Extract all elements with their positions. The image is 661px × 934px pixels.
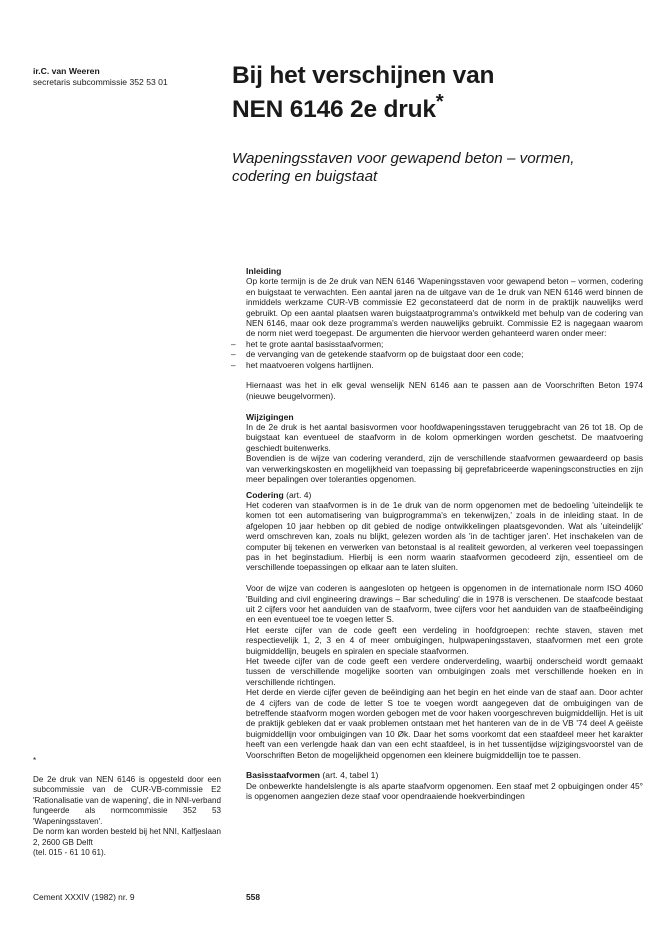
paragraph: Bovendien is de wijze van codering veranderd, zijn de verschillende staafvormen gewaardeerd op basis van verwerkingskosten en mogelijkheid van toepassing bij geprefabriceerde wapeningsconstructies en zijn meer bepalingen over toleranties opgenomen. [246, 453, 643, 485]
footnote [33, 756, 221, 859]
article-title [232, 62, 642, 123]
paragraph: Het tweede cijfer van de code geeft een verdere onderverdeling, waarbij onderscheid wordt gemaakt tussen de verschillende mogelijke soorten van ombuigingen zoals met verschillende hoeken en in verschillende richtingen. [246, 655, 643, 687]
footnote-mark: * [33, 756, 37, 765]
list-item: – het te grote aantal basisstaafvormen; [246, 339, 643, 349]
subtitle-line-2: codering en buigstaat [232, 168, 378, 185]
argument-list [246, 339, 643, 370]
title-line-2 [232, 89, 642, 123]
heading-basis-ref: (art. 4, tabel 1) [320, 770, 379, 781]
list-item: – het maatvoeren volgens hartlijnen. [246, 360, 643, 370]
footnote-text-2: De norm kan worden besteld bij het NNI, Kalfjeslaan 2, 2600 GB Delft [33, 827, 221, 847]
author-role: secretaris subcommissie 352 53 01 [33, 77, 168, 87]
paragraph: Voor de wijze van coderen is aangesloten op hetgeen is opgenomen in de internationale norm ISO 4060 'Building and civil engineering drawings – Bar scheduling' die in 1978 is verschenen. De staafcode bestaat uit 2 cijfers voor het aanduiden van de staafvorm, twee cijfers voor het aanduiden van de staafbeëindiging en een eventueel toe te voegen letter S. [246, 583, 643, 625]
page-number: 558 [246, 892, 260, 902]
paragraph: In de 2e druk is het aantal basisvormen voor hoofdwapeningsstaven teruggebracht van 26 tot 18. Op de buigstaat kan eventueel de staafvorm in de kolom opmerkingen worden geschetst. De maatvoering geschiedt buitenwerks. [246, 422, 643, 453]
heading-codering-title: Codering [246, 489, 284, 500]
footnote-star: * [435, 91, 444, 113]
paragraph: Op korte termijn is de 2e druk van NEN 6146 'Wapeningsstaven voor gewapend beton – vormen, codering en buigstaat te verwachten. Een aantal jaren na de uitgave van de 1e druk van NEN 6146 werd binnen de inmiddels werkzame CUR-VB commissie E2 geconstateerd dat de norm in de praktijk nauwelijks werd gebruikt. Op een aantal plaatsen waren buigstaatprogramma's ontwikkeld met behulp van de codering van NEN 6146, maar ook deze programma's werden nauwelijks gebruikt. Commissie E2 is nagegaan waarom de norm niet werd toegepast. De argumenten die hiervoor werden gehanteerd waren onder meer: [246, 276, 643, 339]
paragraph: Hiernaast was het in elk geval wenselijk NEN 6146 aan te passen aan de Voorschriften Beton 1974 (nieuwe beugelvormen). [246, 380, 643, 401]
heading-codering-ref: (art. 4) [283, 489, 312, 500]
paragraph: Het derde en vierde cijfer geven de beëindiging aan het begin en het einde van de staaf aan. Door achter de 4 cijfers van de code de letter S toe te voegen wordt aangegeven dat de ombuigingen van de betreffende staafvorm mogen worden gebogen met de voor haken voorgeschreven buigmiddellijn. Het is uit de praktijk gebleken dat er vaak problemen ontstaan met het hanteren van de in de VB '74 deel A geëiste buigmiddellijn voor ombuigingen van 10 Øk. Daar het soms voorkomt dat een staafdeel meer het karakter heeft van een verlengde haak dan van een echt staafdeel, is in het tussentijdse wijzigingsvoorstel van de Voorschriften Beton de mogelijkheid opgenomen een kleinere buigmiddellijn toe te passen. [246, 687, 643, 760]
heading-codering [246, 490, 643, 500]
section-wijzigingen [246, 412, 643, 485]
section-inleiding [246, 266, 643, 401]
journal-reference: Cement XXXIV (1982) nr. 9 [33, 892, 135, 902]
footnote-text-3: (tel. 015 - 61 10 61). [33, 848, 106, 857]
article-body [246, 266, 643, 802]
heading-basis-title: Basisstaafvormen [246, 770, 321, 781]
section-codering [246, 490, 643, 761]
list-item: – de vervanging van de getekende staafvorm op de buigstaat door een code; [246, 349, 643, 359]
article-subtitle [232, 150, 642, 186]
heading-basisstaafvormen [246, 770, 643, 780]
section-basisstaafvormen [246, 770, 643, 801]
heading-wijzigingen: Wijzigingen [246, 411, 294, 422]
heading-inleiding: Inleiding [246, 266, 282, 276]
author-block [33, 66, 168, 88]
subtitle-line-1: Wapeningsstaven voor gewapend beton – vormen, [232, 150, 575, 167]
author-name: ir.C. van Weeren [33, 66, 100, 76]
title-line-2-text: NEN 6146 2e druk [232, 96, 436, 124]
paragraph: Het eerste cijfer van de code geeft een verdeling in hoofdgroepen: rechte staven, staven met respectievelijk 1, 2, 3 en 4 of meer ombuigingen, hulpwapeningsstaven, staafvormen met een grote buigmiddellijn, beugels en spiralen en speciale staafvormen. [246, 624, 643, 656]
paragraph: Het coderen van staafvormen is in de 1e druk van de norm opgenomen met de bedoeling 'uiteindelijk te komen tot een automatisering van buigprogramma's en tekenwijzen,' zoals in de inleiding staat. In de afgelopen 10 jaar hebben op dit gebied de nodige ontwikkelingen plaatsgevonden. Wat als 'uiteindelijk' werd omschreven kan, zoals nu blijkt, gelezen worden als 'in de tachtiger jaren'. Het inschakelen van de computer bij tekenen en verwerken van betonstaal is al realiteit geworden, al verkeren veel toepassingen pas in het beginstadium. Hierbij is een norm waarin staafvormen gecodeerd zijn, essentieel om de verschillende toepassingen op elkaar aan te laten sluiten. [246, 499, 643, 573]
footnote-text-1: De 2e druk van NEN 6146 is opgesteld door een subcommissie van de CUR-VB-commissie E2 'Rationalisatie van de wapening', die in NNI-verband fungeerde als normcommissie 352 53 'Wapeningsstaven'. [33, 774, 221, 826]
paragraph: De onbewerkte handelslengte is als aparte staafvorm opgenomen. Een staaf met 2 opbuigingen onder 45° is opgenomen aangezien deze staaf voor opendraaiende hoekverbindingen [246, 780, 643, 802]
title-line-1: Bij het verschijnen van [232, 62, 495, 89]
